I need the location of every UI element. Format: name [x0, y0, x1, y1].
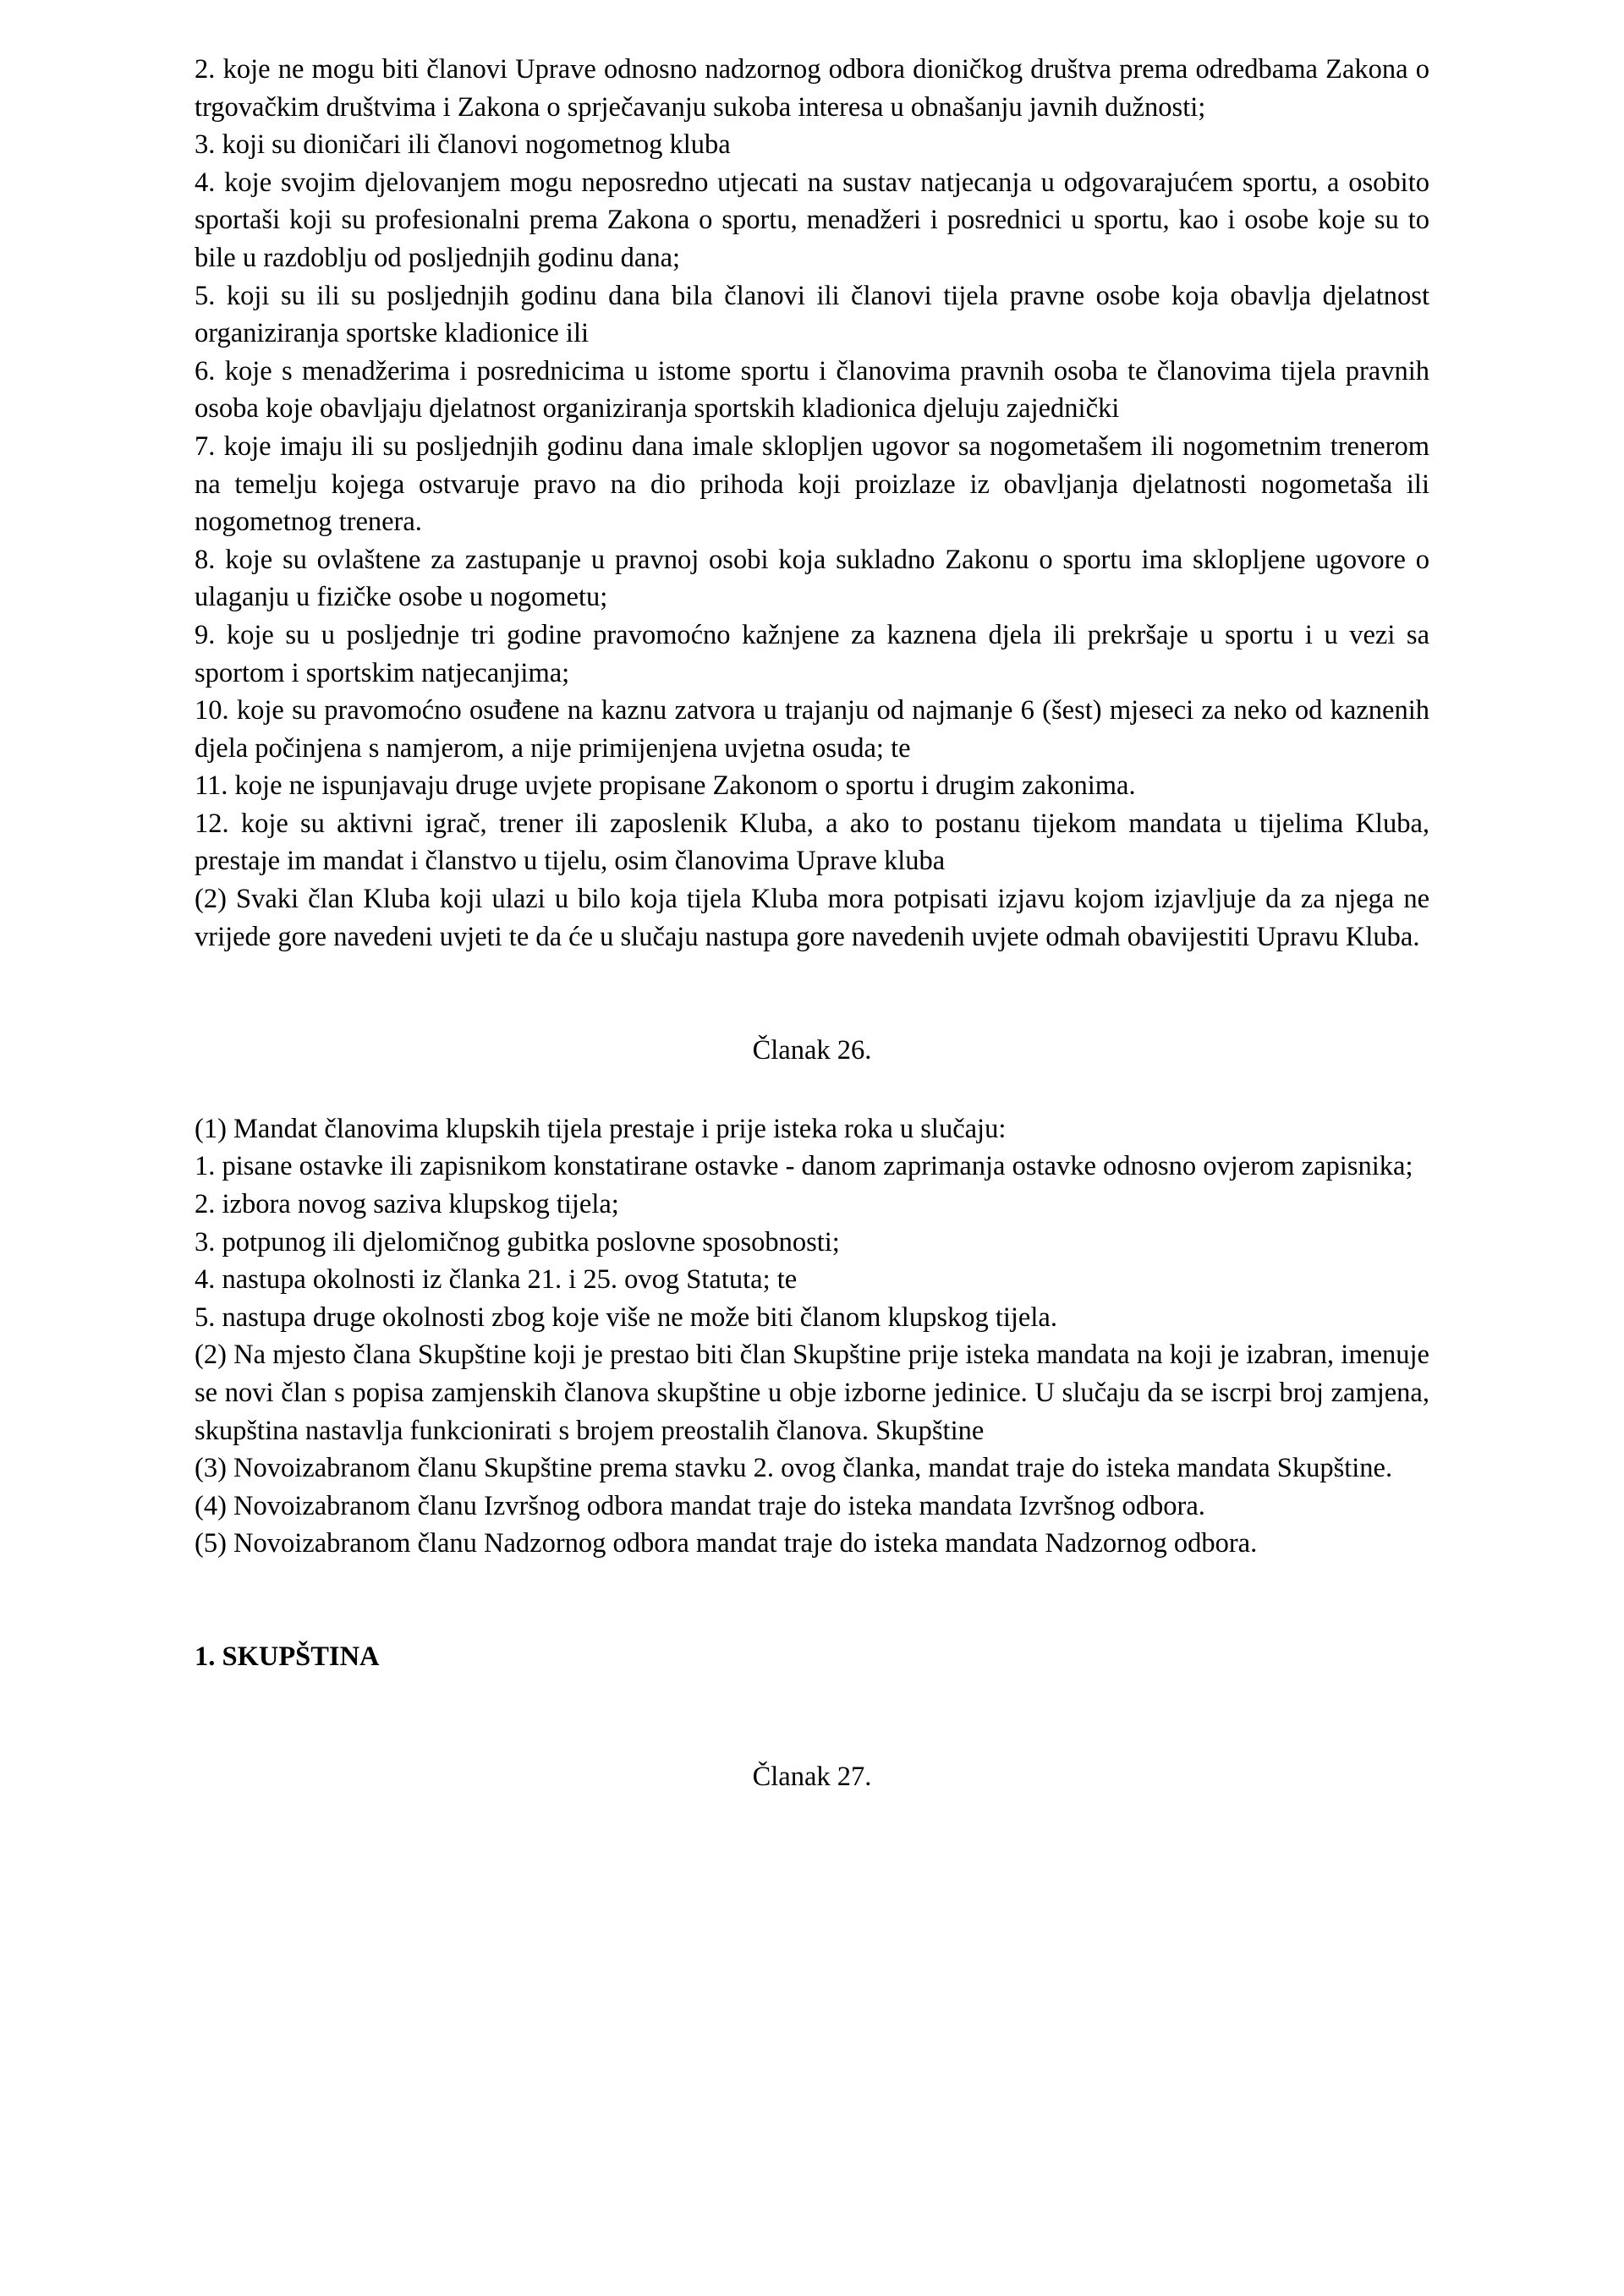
list-item: 2. koje ne mogu biti članovi Uprave odnosno nadzornog odbora dioničkog društva prema odredbama Zakona o trgovačkim društvima i Zakona o sprječavanju sukoba interesa u obnašanju javnih dužnosti; — [195, 54, 1429, 123]
list-item: 11. koje ne ispunjavaju druge uvjete propisane Zakonom o sportu i drugim zakonima. — [195, 770, 1136, 802]
list-item: 3. potpunog ili djelomičnog gubitka poslovne sposobnosti; — [195, 1226, 840, 1258]
list-item: 5. nastupa druge okolnosti zbog koje više ne može biti članom klupskog tijela. — [195, 1301, 1057, 1333]
spacer — [195, 1070, 1429, 1110]
list-item: 4. nastupa okolnosti iz članka 21. i 25. ovog Statuta; te — [195, 1264, 798, 1296]
list-item: 1. pisane ostavke ili zapisnikom konstatirane ostavke - danom zaprimanja ostavke odnosno ovjerom zapisnika; — [195, 1151, 1413, 1182]
list-item: 2. izbora novog saziva klupskog tijela; — [195, 1189, 619, 1220]
article-26-body — [195, 1110, 1429, 1563]
document-page — [195, 51, 1429, 1795]
spacer — [195, 1676, 1429, 1758]
paragraph: (2) Na mjesto člana Skupštine koji je prestao biti član Skupštine prije isteka mandata na koji je izabran, imenuje se novi član s popisa zamjenskih članova skupštine u obje izborne jedinice. U slučaju da se iscrpi broj zamjena, skupština nastavlja funkcionirati s brojem preostalih članova. Skupštine — [195, 1340, 1429, 1446]
section-heading: 1. SKUPŠTINA — [195, 1641, 380, 1672]
list-item: 8. koje su ovlaštene za zastupanje u pravnoj osobi koja sukladno Zakonu o sportu ima sklopljene ugovore o ulaganju u fizičke osobe u nogometu; — [195, 544, 1429, 613]
list-item: 4. koje svojim djelovanjem mogu neposredno utjecati na sustav natjecanja u odgovarajućem sportu, a osobito sportaši koji su profesionalni prema Zakona o sportu, menadžeri i posrednici u sportu, kao i osobe koje su to bile u razdoblju od posljednjih godinu dana; — [195, 167, 1429, 273]
list-item: 6. koje s menadžerima i posrednicima u istome sportu i članovima pravnih osoba te članovima tijela pravnih osoba koje obavljaju djelatnost organiziranja sportskih kladionica djeluju zajednički — [195, 355, 1429, 425]
list-item: 5. koji su ili su posljednjih godinu dana bila članovi ili članovi tijela pravne osobe koja obavlja djelatnost organiziranja sportske kladionice ili — [195, 280, 1429, 349]
paragraph: (2) Svaki član Kluba koji ulazi u bilo koja tijela Kluba mora potpisati izjavu kojom izjavljuje da za njega ne vrijede gore navedeni uvjeti te da će u slučaju nastupa gore navedenih uvjete odmah obavijestiti Upravu Kluba. — [195, 884, 1429, 952]
list-item: 3. koji su dioničari ili članovi nogometnog kluba — [195, 129, 731, 161]
list-item: 7. koje imaju ili su posljednjih godinu dana imale sklopljen ugovor sa nogometašem ili nogometnim trenerom na temelju kojega ostvaruje pravo na dio prihoda koji proizlaze iz obavljanja djelatnosti nogometaša ili nogometnog trenera. — [195, 430, 1429, 538]
spacer — [195, 956, 1429, 1032]
article-27-heading: Članak 27. — [752, 1761, 872, 1792]
paragraph: (5) Novoizabranom članu Nadzornog odbora mandat traje do isteka mandata Nadzornog odbora. — [195, 1528, 1258, 1559]
paragraph: (1) Mandat članovima klupskih tijela prestaje i prije isteka roka u slučaju: — [195, 1113, 1007, 1144]
list-item: 9. koje su u posljednje tri godine pravomoćno kažnjene za kaznena djela ili prekršaje u sportu i u vezi sa sportom i sportskim natjecanjima; — [195, 619, 1429, 688]
spacer — [195, 1563, 1429, 1638]
list-item: 12. koje su aktivni igrač, trener ili zaposlenik Kluba, a ako to postanu tijekom mandata u tijelima Kluba, prestaje im mandat i članstvo u tijelu, osim članovima Uprave kluba — [195, 808, 1429, 877]
list-item: 10. koje su pravomoćno osuđene na kaznu zatvora u trajanju od najmanje 6 (šest) mjeseci za neko od kaznenih djela počinjena s namjerom, a nije primijenjena uvjetna osuda; te — [195, 695, 1429, 764]
top-items-list — [195, 51, 1429, 956]
article-26-heading: Članak 26. — [752, 1035, 872, 1066]
paragraph: (3) Novoizabranom članu Skupštine prema stavku 2. ovog članka, mandat traje do isteka mandata Skupštine. — [195, 1453, 1393, 1484]
paragraph: (4) Novoizabranom članu Izvršnog odbora mandat traje do isteka mandata Izvršnog odbora. — [195, 1490, 1205, 1521]
